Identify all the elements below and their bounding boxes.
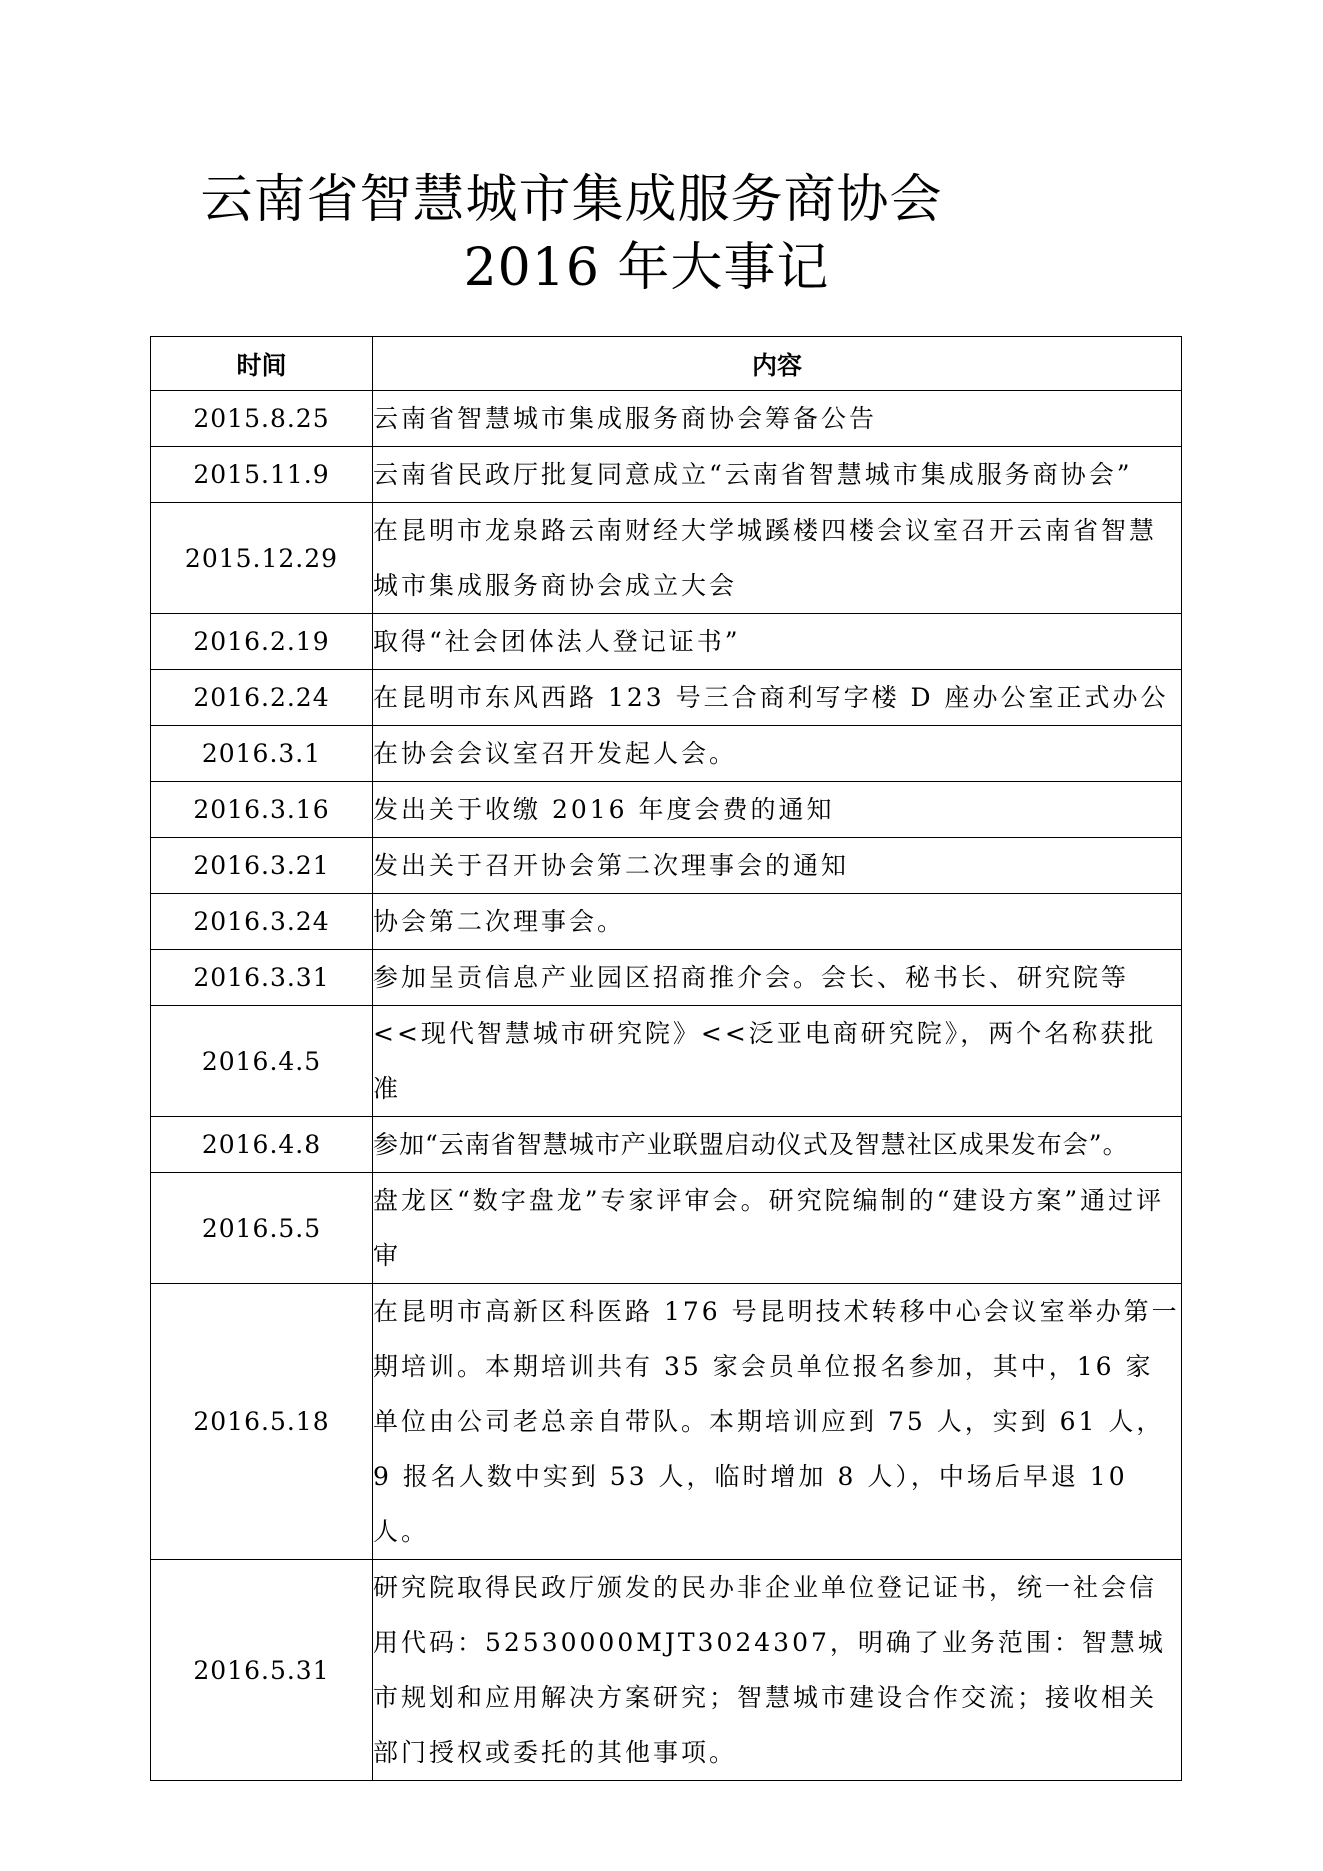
row-time: 2016.4.8: [151, 1117, 373, 1173]
row-time: 2016.5.18: [151, 1284, 373, 1560]
row-time: 2016.2.24: [151, 670, 373, 726]
row-time: 2016.3.1: [151, 726, 373, 782]
row-time: 2016.2.19: [151, 614, 373, 670]
row-content: 发出关于收缴 2016 年度会费的通知: [373, 782, 1182, 838]
row-time: 2015.12.29: [151, 503, 373, 614]
row-content: 研究院取得民政厅颁发的民办非企业单位登记证书，统一社会信用代码：52530000MJT3024307，明确了业务范围：智慧城市规划和应用解决方案研究；智慧城市建设合作交流；接收相关部门授权或委托的其他事项。: [373, 1560, 1182, 1781]
row-content: 在协会会议室召开发起人会。: [373, 726, 1182, 782]
row-time: 2015.8.25: [151, 391, 373, 447]
row-content: 在昆明市高新区科医路 176 号昆明技术转移中心会议室举办第一期培训。本期培训共有 35 家会员单位报名参加，其中，16 家单位由公司老总亲自带队。本期培训应到 75 人，实到 61 人，9 报名人数中实到 53 人，临时增加 8 人），中场后早退 10 人。: [373, 1284, 1182, 1560]
table-row: [151, 894, 1182, 950]
row-content: <<现代智慧城市研究院》<<泛亚电商研究院》，两个名称获批准: [373, 1006, 1182, 1117]
table-row: [151, 726, 1182, 782]
row-time: 2015.11.9: [151, 447, 373, 503]
events-table: [150, 336, 1182, 1781]
row-time: 2016.5.5: [151, 1173, 373, 1284]
row-time: 2016.5.31: [151, 1560, 373, 1781]
table-row: [151, 838, 1182, 894]
row-content: 参加“云南省智慧城市产业联盟启动仪式及智慧社区成果发布会”。: [373, 1117, 1182, 1173]
table-row: [151, 670, 1182, 726]
document-title: 云南省智慧城市集成服务商协会: [200, 170, 943, 230]
table-row: [151, 782, 1182, 838]
table-header-row: [151, 337, 1182, 391]
row-time: 2016.3.21: [151, 838, 373, 894]
table-row: [151, 1284, 1182, 1560]
row-content: 在昆明市东风西路 123 号三合商利写字楼 D 座办公室正式办公: [373, 670, 1182, 726]
row-content: 参加呈贡信息产业园区招商推介会。会长、秘书长、研究院等: [373, 950, 1182, 1006]
row-content: 在昆明市龙泉路云南财经大学城蹊楼四楼会议室召开云南省智慧城市集成服务商协会成立大会: [373, 503, 1182, 614]
table-row: [151, 391, 1182, 447]
row-content: 盘龙区“数字盘龙”专家评审会。研究院编制的“建设方案”通过评审: [373, 1173, 1182, 1284]
table-row: [151, 447, 1182, 503]
row-content: 协会第二次理事会。: [373, 894, 1182, 950]
table-row: [151, 950, 1182, 1006]
document-subtitle: 2016 年大事记: [463, 238, 830, 298]
row-time: 2016.3.16: [151, 782, 373, 838]
row-content: 云南省民政厅批复同意成立“云南省智慧城市集成服务商协会”: [373, 447, 1182, 503]
row-content: 云南省智慧城市集成服务商协会筹备公告: [373, 391, 1182, 447]
table-row: [151, 614, 1182, 670]
table-row: [151, 1560, 1182, 1781]
table-row: [151, 1173, 1182, 1284]
row-time: 2016.3.31: [151, 950, 373, 1006]
row-content: 取得“社会团体法人登记证书”: [373, 614, 1182, 670]
row-time: 2016.4.5: [151, 1006, 373, 1117]
table-row: [151, 503, 1182, 614]
header-time: 时间: [151, 337, 373, 391]
table-row: [151, 1006, 1182, 1117]
header-content: 内容: [373, 337, 1182, 391]
table-row: [151, 1117, 1182, 1173]
row-content: 发出关于召开协会第二次理事会的通知: [373, 838, 1182, 894]
row-time: 2016.3.24: [151, 894, 373, 950]
